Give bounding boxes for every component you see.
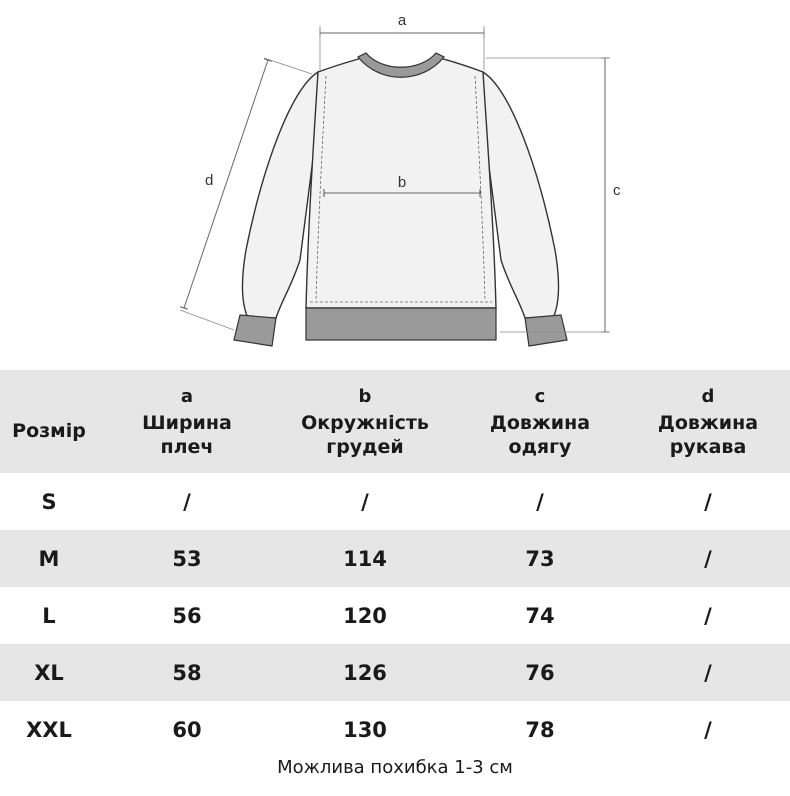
- left-cuff: [234, 315, 276, 346]
- value-cell-a: 58: [98, 644, 276, 701]
- size-cell: XXL: [26, 717, 72, 742]
- size-cell: S: [41, 489, 57, 514]
- size-cell: M: [0, 530, 98, 587]
- column-label: рукава: [669, 435, 747, 458]
- value-cell-b: /: [361, 489, 369, 514]
- table-row: [0, 644, 790, 701]
- column-label: одягу: [508, 435, 572, 458]
- value-cell-d: /: [626, 530, 790, 587]
- column-header-d: [626, 370, 790, 473]
- sweatshirt-diagram: [0, 0, 790, 360]
- value-cell-c: 76: [454, 644, 626, 701]
- column-letter: c: [534, 385, 546, 407]
- dim-label-d: d: [205, 172, 214, 189]
- value-cell-d: /: [704, 717, 712, 742]
- value-cell-d: /: [704, 489, 712, 514]
- right-cuff: [525, 315, 567, 346]
- table-row: [0, 530, 790, 587]
- column-label: Окружність: [301, 411, 429, 434]
- column-label: Довжина: [489, 411, 591, 434]
- column-label: плеч: [160, 435, 214, 458]
- column-label: грудей: [326, 435, 404, 458]
- dim-label-c: c: [613, 182, 621, 199]
- dim-label-b: b: [397, 174, 407, 191]
- column-letter: b: [358, 385, 372, 407]
- table-row: [0, 473, 790, 530]
- value-cell-d: /: [704, 603, 712, 628]
- tolerance-footnote: Можлива похибка 1-3 см: [277, 757, 513, 778]
- column-letter: a: [180, 385, 194, 407]
- value-cell-c: /: [536, 489, 544, 514]
- value-cell-b: 130: [343, 717, 387, 742]
- value-cell-b: 120: [343, 603, 387, 628]
- value-cell-c: 74: [525, 603, 555, 628]
- table-row: [0, 587, 790, 644]
- column-header-a: [98, 370, 276, 473]
- column-label: Довжина: [657, 411, 759, 434]
- hem: [306, 308, 496, 340]
- value-cell-d: /: [626, 644, 790, 701]
- value-cell-a: 56: [172, 603, 202, 628]
- value-cell-a: /: [183, 489, 191, 514]
- size-column-header: Розмір: [0, 370, 98, 473]
- column-header-c: [454, 370, 626, 473]
- size-table: [0, 370, 790, 758]
- column-label: Ширина: [142, 411, 232, 434]
- value-cell-a: 53: [98, 530, 276, 587]
- value-cell-c: 73: [454, 530, 626, 587]
- dim-label-a: a: [397, 12, 407, 29]
- column-header-b: [276, 370, 454, 473]
- table-row: [0, 701, 790, 758]
- size-cell: L: [42, 603, 56, 628]
- column-letter: d: [701, 385, 715, 407]
- value-cell-a: 60: [172, 717, 202, 742]
- table-header-row: [0, 370, 790, 473]
- value-cell-c: 78: [525, 717, 555, 742]
- value-cell-b: 126: [276, 644, 454, 701]
- size-cell: XL: [0, 644, 98, 701]
- value-cell-b: 114: [276, 530, 454, 587]
